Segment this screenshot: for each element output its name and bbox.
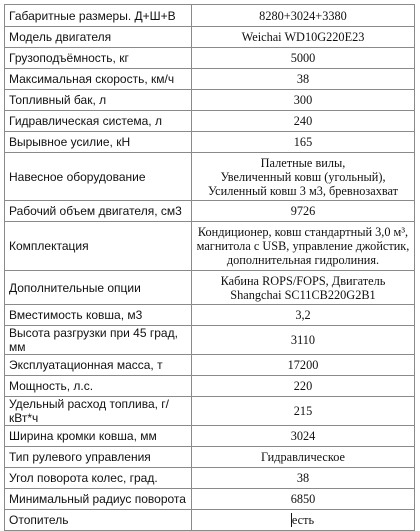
table-row [5,376,415,397]
spec-value-line: магнитола с USB, управление джойстик, [196,239,410,253]
table-row [5,426,415,447]
table-row [5,222,415,271]
table-row [5,489,415,510]
table-row [5,447,415,468]
spec-name: Отопитель [5,510,192,531]
spec-value-text: есть [291,513,315,527]
spec-value: 3024 [192,426,415,447]
spec-value-line: Усиленный ковш 3 м3, бревнозахват [207,183,399,198]
spec-name: Удельный расход топлива, г/кВт*ч [5,397,192,426]
spec-name: Вместимость ковша, м3 [5,305,192,326]
spec-value [192,222,415,271]
spec-value: 300 [192,90,415,111]
spec-value: 38 [192,468,415,489]
spec-value: 17200 [192,355,415,376]
table-row [5,90,415,111]
spec-value [192,271,415,305]
spec-value: 220 [192,376,415,397]
spec-value-line: Палетные вилы, [260,155,346,170]
table-row [5,201,415,222]
spec-name: Грузоподъёмность, кг [5,48,192,69]
spec-value-line: Shangchai SC11CB220G2B1 [230,287,376,302]
table-row [5,271,415,305]
spec-name: Дополнительные опции [5,271,192,305]
spec-name: Ширина кромки ковша, мм [5,426,192,447]
spec-name: Высота разгрузки при 45 град, мм [5,326,192,355]
spec-name: Комплектация [5,222,192,271]
spec-value-line: Кондиционер, ковш стандартный 3,0 м³, [197,225,409,239]
table-row [5,27,415,48]
spec-name: Угол поворота колес, град. [5,468,192,489]
spec-value-line: дополнительная гидролиния. [226,253,380,267]
table-row [5,468,415,489]
table-row [5,397,415,426]
table-row [5,326,415,355]
spec-value-line: Увеличенный ковш (угольный), [220,169,386,184]
spec-name: Рабочий объем двигателя, см3 [5,201,192,222]
spec-name: Минимальный радиус поворота [5,489,192,510]
spec-table-container [4,4,415,531]
table-row [5,355,415,376]
table-row [5,305,415,326]
spec-value: 8280+3024+3380 [192,5,415,27]
spec-value: Weichai WD10G220E23 [192,27,415,48]
spec-name: Модель двигателя [5,27,192,48]
spec-name: Габаритные размеры. Д+Ш+В [5,5,192,27]
spec-value: 9726 [192,201,415,222]
spec-name: Вырывное усилие, кН [5,132,192,153]
table-row [5,153,415,201]
table-row [5,69,415,90]
spec-value: 6850 [192,489,415,510]
spec-value: 215 [192,397,415,426]
table-row [5,111,415,132]
spec-name: Тип рулевого управления [5,447,192,468]
spec-value-line: Кабина ROPS/FOPS, Двигатель [220,273,386,288]
spec-name: Мощность, л.с. [5,376,192,397]
spec-name: Гидравлическая система, л [5,111,192,132]
spec-name: Максимальная скорость, км/ч [5,69,192,90]
spec-value[interactable] [192,510,415,531]
spec-value: 240 [192,111,415,132]
spec-value: 165 [192,132,415,153]
spec-name: Навесное оборудование [5,153,192,201]
spec-name: Эксплуатационная масса, т [5,355,192,376]
spec-table [4,4,415,531]
spec-name: Топливный бак, л [5,90,192,111]
spec-value: 3110 [192,326,415,355]
spec-value: 3,2 [192,305,415,326]
spec-value: Гидравлическое [192,447,415,468]
table-row [5,5,415,27]
spec-value [192,153,415,201]
table-row [5,48,415,69]
spec-value: 5000 [192,48,415,69]
spec-value: 38 [192,69,415,90]
table-row [5,510,415,531]
table-row [5,132,415,153]
